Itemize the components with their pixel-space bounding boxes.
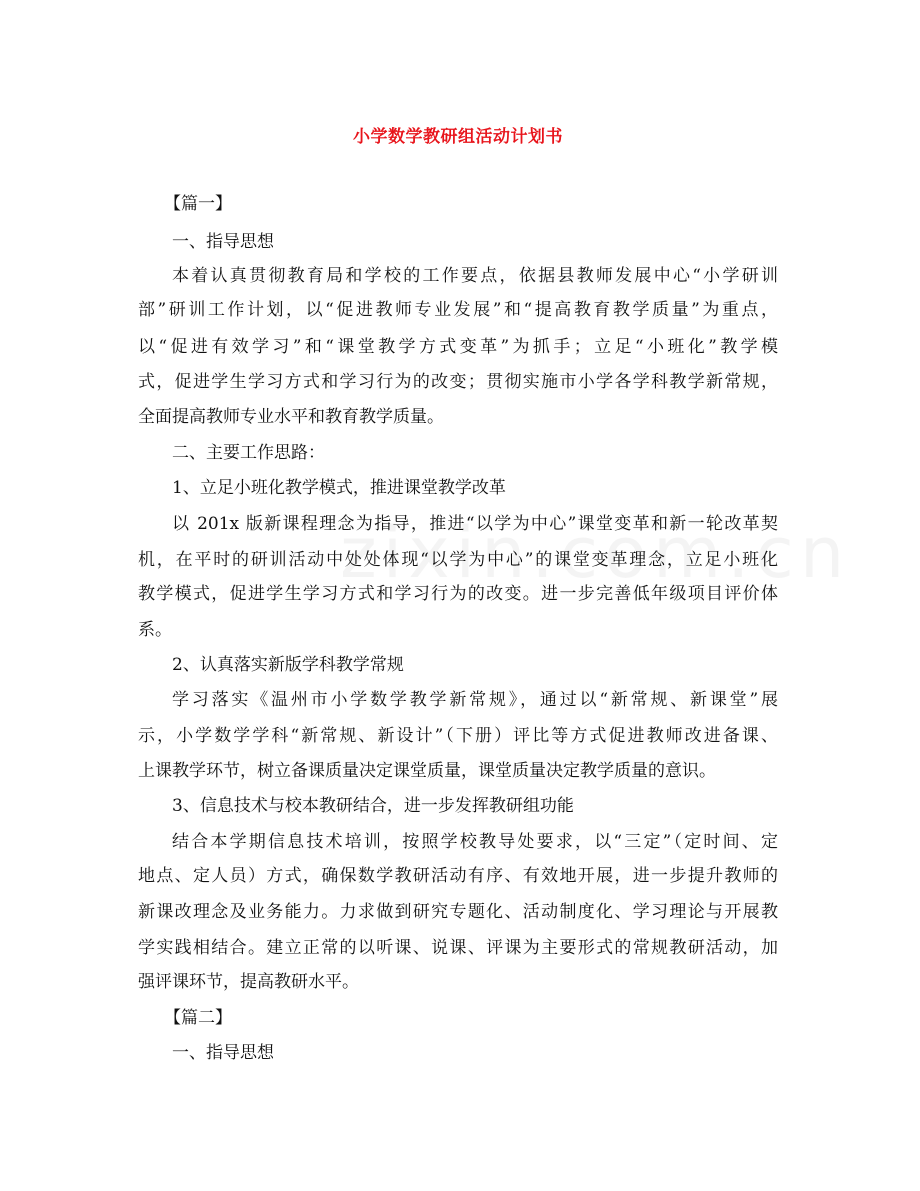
paragraph-line: 系。: [138, 620, 172, 640]
heading-main-ideas: 二、主要工作思路：: [172, 443, 325, 463]
subheading-1: 1、立足小班化教学模式，推进课堂教学改革: [172, 478, 506, 498]
paragraph-line: 地点、定人员）方式，确保数学教研活动有序、有效地开展，进一步提升教师的: [138, 866, 778, 886]
section-heading-pian-2: 【篇二】: [164, 1008, 232, 1028]
paragraph-line: 以“促进有效学习”和“课堂教学方式变革”为抓手；立足“小班化”教学模: [138, 337, 778, 357]
paragraph-line: 机，在平时的研训活动中处处体现“以学为中心”的课堂变革理念，立足小班化: [138, 550, 778, 570]
section-heading-pian-1: 【篇一】: [164, 194, 232, 214]
paragraph-line: 结合本学期信息技术培训，按照学校教导处要求，以“三定”（定时间、定: [172, 832, 778, 852]
paragraph-line: 以 201x 版新课程理念为指导，推进“以学为中心”课堂变革和新一轮改革契: [172, 514, 778, 534]
paragraph-line: 本着认真贯彻教育局和学校的工作要点，依据县教师发展中心“小学研训: [172, 266, 778, 286]
heading-guiding-thought: 一、指导思想: [172, 232, 274, 252]
paragraph-line: 示，小学数学学科“新常规、新设计”（下册）评比等方式促进教师改进备课、: [138, 726, 778, 746]
paragraph-line: 教学模式，促进学生学习方式和学习行为的改变。进一步完善低年级项目评价体: [138, 584, 778, 604]
subheading-2: 2、认真落实新版学科教学常规: [172, 655, 404, 675]
paragraph-line: 部”研训工作计划，以“促进教师专业发展”和“提高教育教学质量”为重点，: [138, 300, 778, 320]
paragraph-line: 新课改理念及业务能力。力求做到研究专题化、活动制度化、学习理论与开展教: [138, 902, 778, 922]
paragraph-line: 强评课环节，提高教研水平。: [138, 972, 359, 992]
paragraph-line: 上课教学环节，树立备课质量决定课堂质量，课堂质量决定教学质量的意识。: [138, 761, 716, 781]
heading-guiding-thought-2: 一、指导思想: [172, 1043, 274, 1063]
subheading-3: 3、信息技术与校本教研结合，进一步发挥教研组功能: [172, 796, 574, 816]
paragraph-line: 式，促进学生学习方式和学习行为的改变；贯彻实施市小学各学科教学新常规，: [138, 372, 778, 392]
paragraph-line: 学实践相结合。建立正常的以听课、说课、评课为主要形式的常规教研活动，加: [138, 938, 778, 958]
paragraph-line: 全面提高教师专业水平和教育教学质量。: [138, 407, 444, 427]
paragraph-line: 学习落实《温州市小学数学教学新常规》，通过以“新常规、新课堂”展: [172, 690, 778, 710]
document-title: 小学数学教研组活动计划书: [353, 127, 563, 147]
